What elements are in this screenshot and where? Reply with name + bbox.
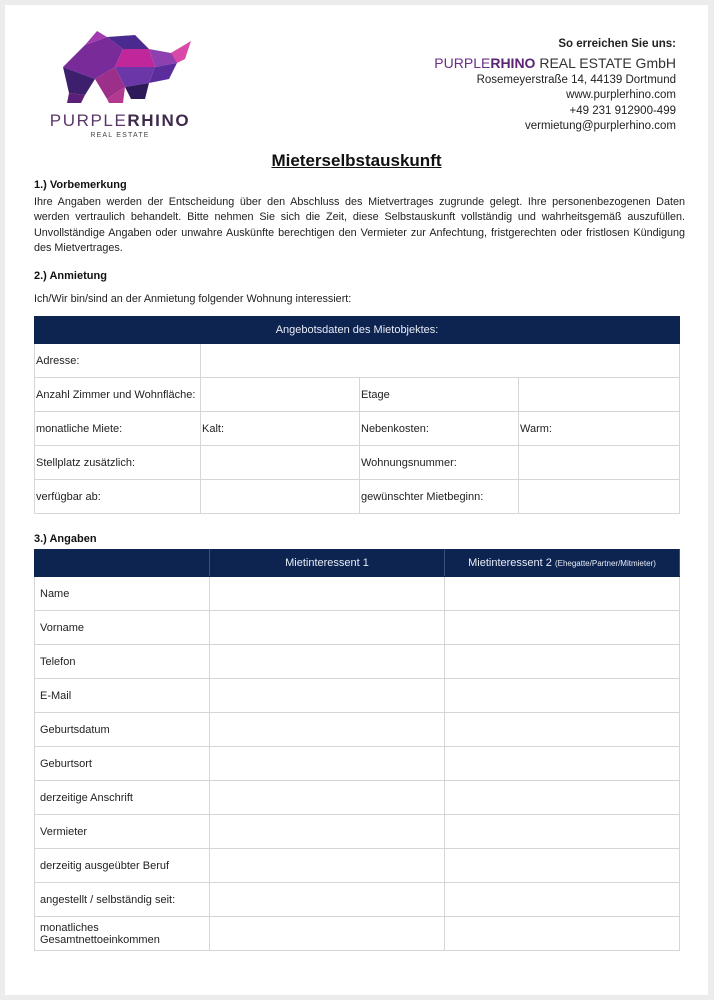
- field-applicant-2[interactable]: [445, 781, 680, 815]
- brand-subtitle: REAL ESTATE: [90, 132, 150, 139]
- table-row: [35, 849, 680, 883]
- company-address: Rosemeyerstraße 14, 44139 Dortmund: [476, 73, 676, 86]
- row-label: Geburtsort: [35, 747, 210, 781]
- label-etage: Etage: [360, 378, 519, 412]
- field-applicant-2[interactable]: [445, 917, 680, 951]
- field-applicant-1[interactable]: [210, 611, 445, 645]
- field-adresse[interactable]: [201, 344, 680, 378]
- table-row: [35, 781, 680, 815]
- field-applicant-2[interactable]: [445, 713, 680, 747]
- row-label: E-Mail: [35, 679, 210, 713]
- section3-heading: 3.) Angaben: [34, 533, 97, 545]
- section2-heading: 2.) Anmietung: [34, 270, 107, 282]
- row-label: angestellt / selbständig seit:: [35, 883, 210, 917]
- document-title: Mieterselbstauskunft: [271, 151, 442, 170]
- table-row: [35, 577, 680, 611]
- field-mietbeginn[interactable]: [519, 480, 680, 514]
- row-label: Telefon: [35, 645, 210, 679]
- field-applicant-1[interactable]: [210, 917, 445, 951]
- purplerhino-logo: [35, 27, 205, 147]
- table-row: [35, 713, 680, 747]
- field-applicant-1[interactable]: [210, 679, 445, 713]
- brand-wordmark: PURPLERHINO: [49, 111, 191, 130]
- field-applicant-1[interactable]: [210, 713, 445, 747]
- contact-block: [434, 37, 676, 135]
- section1-heading: 1.) Vorbemerkung: [34, 179, 127, 191]
- field-stellplatz[interactable]: [201, 446, 360, 480]
- company-website: www.purplerhino.com: [566, 89, 676, 101]
- table-row: [35, 611, 680, 645]
- field-applicant-1[interactable]: [210, 645, 445, 679]
- table-row: [35, 645, 680, 679]
- field-applicant-2[interactable]: [445, 611, 680, 645]
- field-etage[interactable]: [519, 378, 680, 412]
- section2-intro: Ich/Wir bin/sind an der Anmietung folgender Wohnung interessiert:: [34, 293, 352, 305]
- table-row: [35, 747, 680, 781]
- label-mietbeginn: gewünschter Mietbeginn:: [360, 480, 519, 514]
- field-applicant-1[interactable]: [210, 883, 445, 917]
- field-warm[interactable]: Warm:: [519, 412, 680, 446]
- field-applicant-2[interactable]: [445, 577, 680, 611]
- table-row: [35, 883, 680, 917]
- label-adresse: Adresse:: [35, 344, 201, 378]
- field-nebenkosten[interactable]: Nebenkosten:: [360, 412, 519, 446]
- label-wohnungsnummer: Wohnungsnummer:: [360, 446, 519, 480]
- field-applicant-1[interactable]: [210, 815, 445, 849]
- row-label: Geburtsdatum: [35, 713, 210, 747]
- field-applicant-1[interactable]: [210, 577, 445, 611]
- label-verfuegbar: verfügbar ab:: [35, 480, 201, 514]
- row-label: Vermieter: [35, 815, 210, 849]
- table-row: [35, 815, 680, 849]
- field-applicant-2[interactable]: [445, 815, 680, 849]
- property-table-header: Angebotsdaten des Mietobjektes:: [35, 317, 680, 344]
- row-label: Name: [35, 577, 210, 611]
- field-applicant-2[interactable]: [445, 645, 680, 679]
- column-header-applicant-2-note: (Ehegatte/Partner/Mitmieter): [554, 559, 656, 568]
- field-zimmer[interactable]: [201, 378, 360, 412]
- field-applicant-1[interactable]: [210, 849, 445, 883]
- company-email: vermietung@purplerhino.com: [524, 120, 676, 132]
- field-applicant-2[interactable]: [445, 849, 680, 883]
- applicant-table: [34, 549, 680, 951]
- field-applicant-1[interactable]: [210, 781, 445, 815]
- row-label: derzeitige Anschrift: [35, 781, 210, 815]
- table-row: [35, 679, 680, 713]
- table-row: [35, 917, 680, 951]
- section1-text: Ihre Angaben werden der Entscheidung über den Abschluss des Mietvertrages zugrunde gelegt. Ihre personenbezogenen Daten werden vertraulich behandelt. Bitte nehmen Sie sich die Zeit, diese Selbstauskunft vollständig und wahrheitsgemäß auszufüllen. Unvollständige Angaben oder unwahre Auskünfte berechtigen den Vermieter zur Anfechtung, fristgerechten oder fristlosen Kündigung des Mietvertrages.: [34, 196, 685, 255]
- property-table: [34, 316, 680, 514]
- contact-heading: So erreichen Sie uns:: [558, 38, 676, 50]
- field-applicant-2[interactable]: [445, 747, 680, 781]
- row-label: monatliches Gesamtnettoeinkommen: [35, 917, 210, 951]
- applicant-table-corner: [35, 550, 210, 577]
- rhino-logo-icon: [45, 27, 195, 107]
- field-kalt[interactable]: Kalt:: [201, 412, 360, 446]
- field-applicant-2[interactable]: [445, 679, 680, 713]
- field-wohnungsnummer[interactable]: [519, 446, 680, 480]
- label-stellplatz: Stellplatz zusätzlich:: [35, 446, 201, 480]
- row-label: Vorname: [35, 611, 210, 645]
- column-header-applicant-1: Mietinteressent 1: [210, 550, 445, 577]
- field-verfuegbar[interactable]: [201, 480, 360, 514]
- field-applicant-1[interactable]: [210, 747, 445, 781]
- column-header-applicant-2: Mietinteressent 2 (Ehegatte/Partner/Mitmieter): [445, 550, 680, 577]
- label-miete: monatliche Miete:: [35, 412, 201, 446]
- document-page: [5, 5, 708, 995]
- field-applicant-2[interactable]: [445, 883, 680, 917]
- label-zimmer: Anzahl Zimmer und Wohnfläche:: [35, 378, 201, 412]
- row-label: derzeitig ausgeübter Beruf: [35, 849, 210, 883]
- company-phone: +49 231 912900-499: [569, 104, 676, 117]
- company-name: PURPLERHINO REAL ESTATE GmbH: [434, 54, 676, 71]
